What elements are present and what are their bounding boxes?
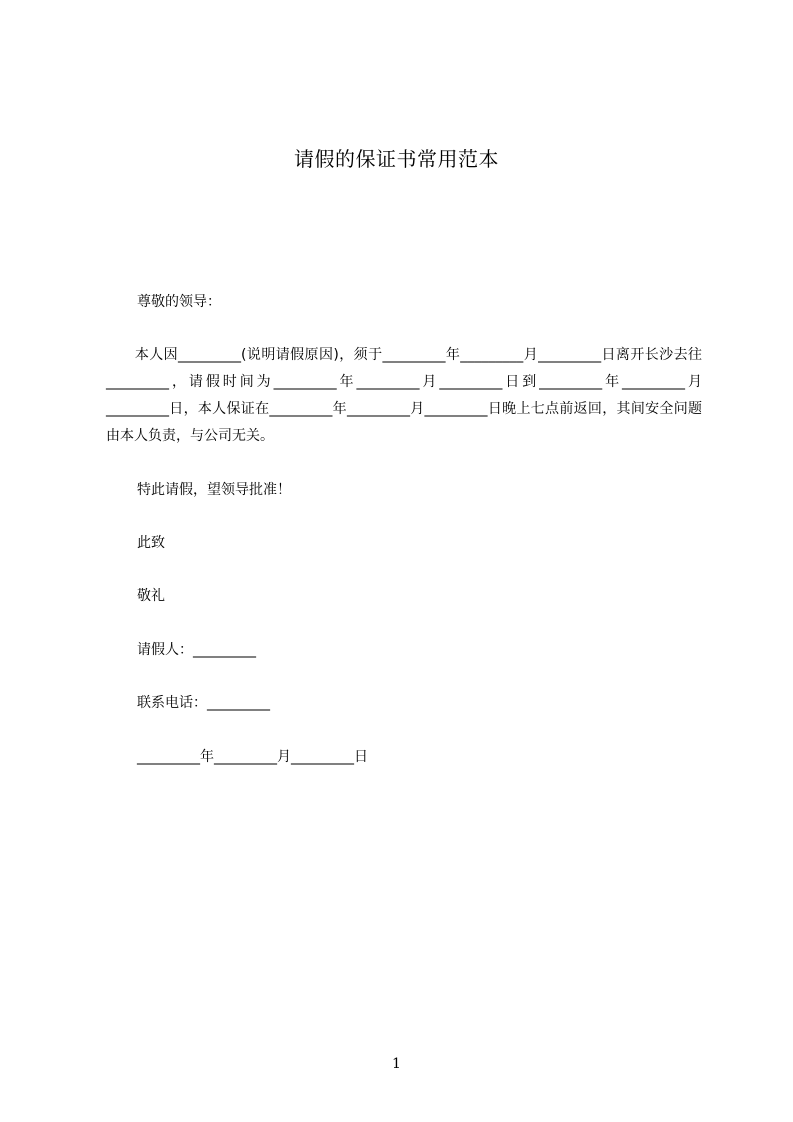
request-line: 特此请假，望领导批准！: [137, 482, 291, 498]
document-title: 请假的保证书常用范本: [294, 147, 499, 171]
closing-line-2: 敬礼: [137, 588, 165, 604]
phone-line: 联系电话：_________: [137, 695, 270, 711]
page-number: 1: [392, 1056, 401, 1072]
body-paragraph: [106, 342, 702, 450]
date-line: _________年_________月_________日: [137, 749, 368, 765]
body-text: 本人因_________(说明请假原因)，须于_________年_________月_________日离开长沙去往_________，请假时间为_________年_________月_________日到_________年_________月_________日，本人保证在_________年_________月_________日晚上七点前返回，其间安全问题由本人负责，与公司无关。: [106, 347, 702, 444]
salutation: 尊敬的领导：: [137, 294, 221, 310]
applicant-line: 请假人：_________: [137, 642, 256, 658]
closing-line-1: 此致: [137, 535, 165, 551]
